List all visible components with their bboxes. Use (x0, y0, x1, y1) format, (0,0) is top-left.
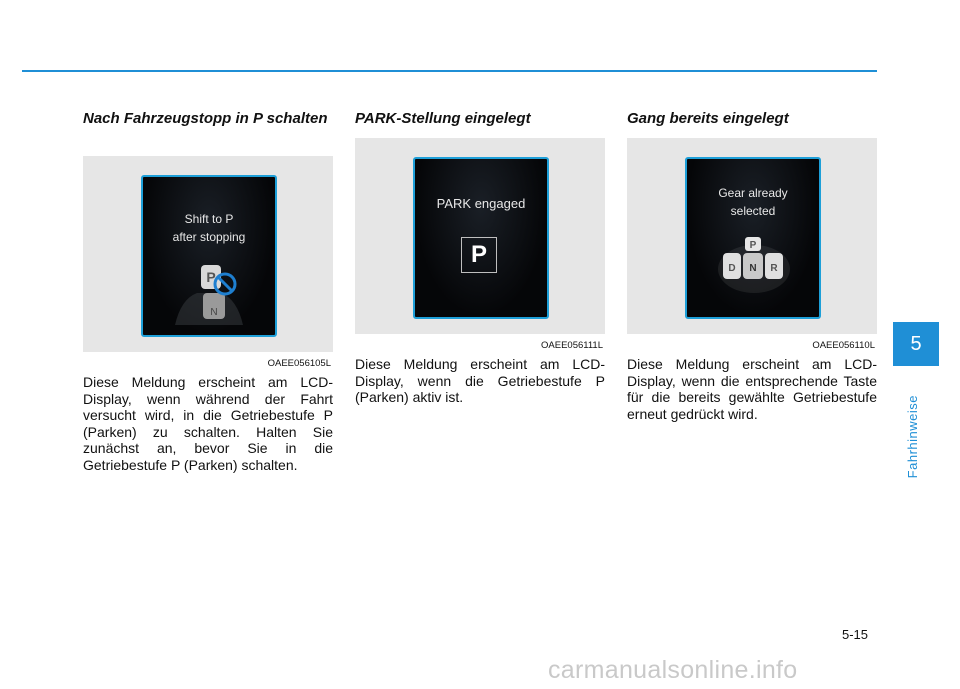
lcd-display (413, 157, 549, 319)
no-shift-icon (212, 271, 238, 297)
figure-gear-selected (627, 138, 877, 351)
lcd-line: Gear already (718, 186, 788, 200)
section-heading: PARK-Stellung eingelegt (355, 110, 531, 127)
lcd-line: PARK engaged (436, 196, 526, 211)
section-body: Diese Meldung erscheint am LCD-Display, wenn die entsprechende Taste für die bereits gewählte Getriebestufe erneut gedrückt wird. (627, 356, 877, 422)
section-body: Diese Meldung erscheint am LCD-Display, wenn die Getriebestufe P (Parken) aktiv ist. (355, 356, 605, 405)
gear-label-d: D (728, 263, 736, 274)
figure-code: OAEE056105L (267, 358, 331, 369)
svg-text:N: N (210, 307, 218, 318)
svg-text:P: P (206, 269, 216, 285)
section-park-engaged (355, 110, 605, 406)
section-gear-selected (627, 110, 877, 422)
park-symbol: P (461, 237, 497, 273)
lcd-line: Shift to P (184, 212, 234, 226)
gear-buttons-graphic (717, 231, 791, 295)
section-heading: Gang bereits eingelegt (627, 110, 789, 127)
figure-shift-to-p (83, 156, 333, 369)
page-number: 5-15 (842, 627, 869, 642)
section-shift-to-p (83, 110, 333, 473)
lcd-line: after stopping (172, 230, 246, 244)
section-body: Diese Meldung erscheint am LCD-Display, wenn während der Fahrt versucht wird, in die Getriebestufe P (Parken) zu schalten. Halten Sie zunächst an, bevor Sie in die Getriebestufe P (Parken) schalten. (83, 374, 333, 473)
figure-code: OAEE056110L (812, 340, 875, 351)
section-heading: Nach Fahrzeugstopp in P schalten (83, 110, 328, 127)
watermark: carmanualsonline.info (548, 656, 798, 684)
gear-label-p: P (749, 240, 757, 251)
figure-code: OAEE056111L (541, 340, 603, 351)
lcd-line: selected (730, 204, 776, 218)
lcd-display (685, 157, 821, 319)
figure-park-engaged (355, 138, 605, 351)
chapter-tab[interactable]: 5 (893, 322, 939, 366)
chapter-label: Fahrhinweise (905, 395, 920, 479)
shift-buttons-graphic (167, 259, 251, 331)
lcd-display (141, 175, 277, 337)
gear-label-r: R (770, 263, 778, 274)
gear-label-n: N (749, 263, 757, 274)
header-rule (22, 70, 877, 72)
